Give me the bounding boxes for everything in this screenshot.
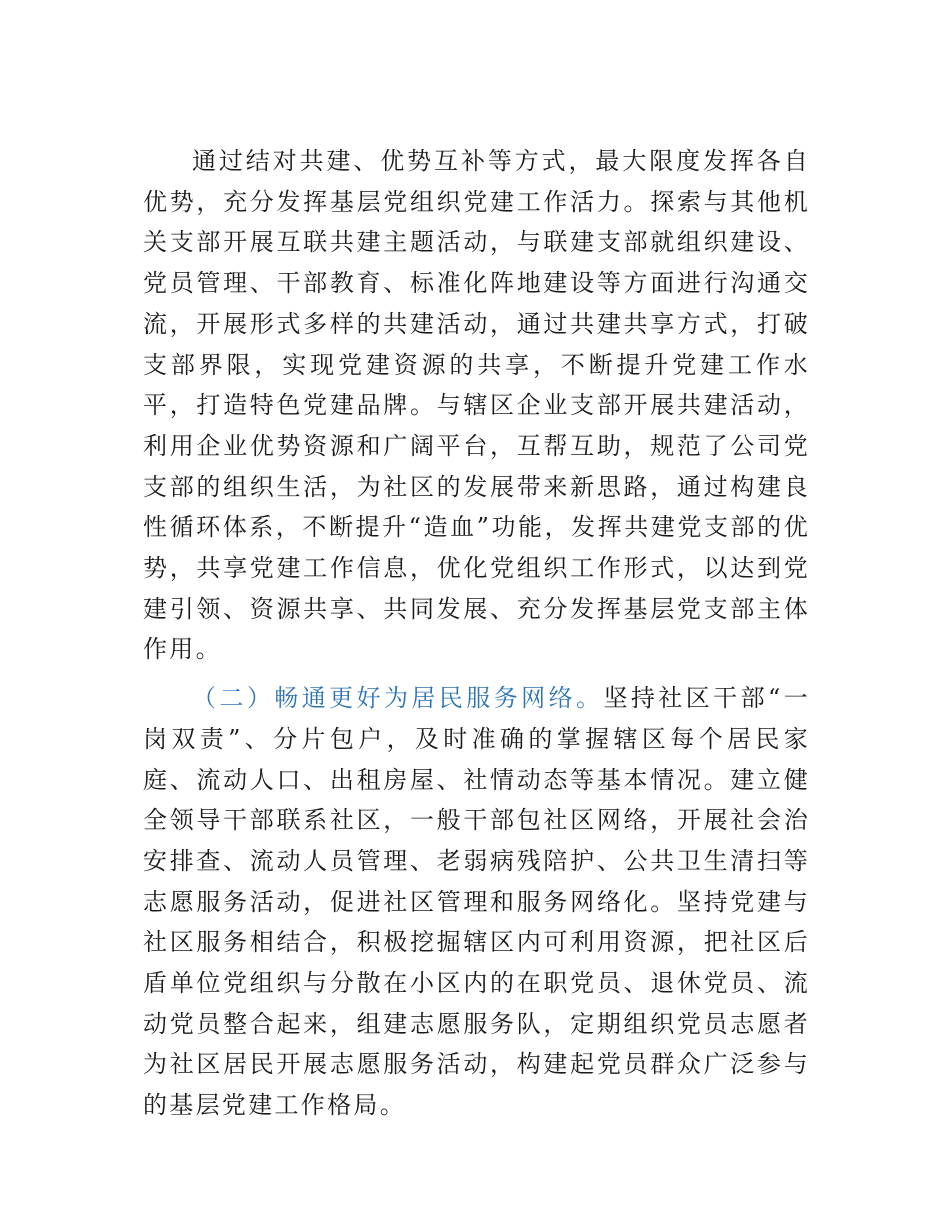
paragraph-service-network	[143, 678, 810, 1126]
document-body	[143, 141, 810, 1126]
section-heading: （二）畅通更好为居民服务网络。	[192, 684, 604, 713]
paragraph-co-construction	[143, 141, 810, 670]
paragraph-text: 坚持社区干部“一岗双责”、分片包户，及时准确的掌握辖区每个居民家庭、流动人口、出租房屋、社情动态等基本情况。建立健全领导干部联系社区，一般干部包社区网络，开展社会治安排查、流动人员管理、老弱病残陪护、公共卫生清扫等志愿服务活动，促进社区管理和服务网络化。坚持党建与社区服务相结合，积极挖掘辖区内可利用资源，把社区后盾单位党组织与分散在小区内的在职党员、退休党员、流动党员整合起来，组建志愿服务队，定期组织党员志愿者为社区居民开展志愿服务活动，构建起党员群众广泛参与的基层党建工作格局。	[143, 684, 811, 1120]
paragraph-text: 通过结对共建、优势互补等方式，最大限度发挥各自优势，充分发挥基层党组织党建工作活力。探索与其他机关支部开展互联共建主题活动，与联建支部就组织建设、党员管理、干部教育、标准化阵地建设等方面进行沟通交流，开展形式多样的共建活动，通过共建共享方式，打破支部界限，实现党建资源的共享，不断提升党建工作水平，打造特色党建品牌。与辖区企业支部开展共建活动，利用企业优势资源和广阔平台，互帮互助，规范了公司党支部的组织生活，为社区的发展带来新思路，通过构建良性循环体系，不断提升“造血”功能，发挥共建党支部的优势，共享党建工作信息，优化党组织工作形式，以达到党建引领、资源共享、共同发展、充分发挥基层党支部主体作用。	[143, 147, 810, 664]
